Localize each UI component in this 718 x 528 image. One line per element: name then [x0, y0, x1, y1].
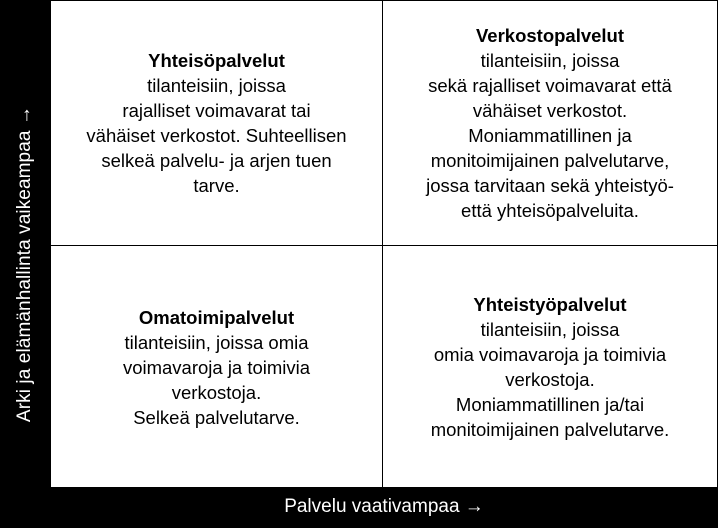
quadrant-yhteistyopalvelut: [383, 246, 717, 488]
x-axis-label-text: Palvelu vaativampaa: [284, 496, 460, 517]
x-axis-bar: [0, 487, 718, 528]
quadrant-text-line: tarve.: [193, 175, 240, 196]
quadrant-omatoimipalvelut: [51, 246, 382, 488]
quadrant-text-line: tilanteisiin, joissa: [147, 75, 286, 96]
quadrant-text-line: tilanteisiin, joissa: [480, 319, 620, 340]
quadrant-text-line: selkeä palvelu- ja arjen tuen: [101, 150, 332, 171]
quadrant-text-line: jossa tarvitaan sekä yhteistyö-: [426, 175, 674, 196]
quadrant-text-line: verkostoja.: [171, 381, 262, 403]
quadrant-text-line: vähäiset verkostot.: [472, 100, 628, 121]
x-axis-label: [284, 496, 484, 518]
quadrant-text-line: tilanteisiin, joissa: [480, 50, 620, 71]
quadrant-text-line: tilanteisiin, joissa omia: [124, 331, 309, 353]
y-axis-label: [14, 106, 36, 422]
quadrant-text-line: Selkeä palvelutarve.: [133, 406, 300, 428]
quadrant-text-line: Moniammatillinen ja/tai: [455, 394, 645, 415]
quadrant-title: Omatoimipalvelut: [138, 306, 295, 328]
quadrant-yhteisopalvelut: [51, 1, 382, 245]
quadrant-text-line: Moniammatillinen ja: [468, 125, 632, 146]
quadrant-title: Yhteisöpalvelut: [148, 50, 285, 71]
y-axis-label-text: Arki ja elämänhallinta vaikeampaa: [14, 130, 35, 423]
quadrant-verkostopalvelut: [383, 1, 717, 245]
arrow-up-icon: →: [14, 105, 35, 126]
arrow-right-icon: →: [464, 496, 484, 517]
quadrant-text-line: sekä rajalliset voimavarat että: [428, 75, 672, 96]
quadrant-text-line: omia voimavaroja ja toimivia: [433, 344, 667, 365]
quadrant-text-line: vähäiset verkostot. Suhteellisen: [86, 125, 347, 146]
quadrant-text-line: voimavaroja ja toimivia: [122, 356, 311, 378]
quadrant-text-line: monitoimijainen palvelutarve,: [430, 150, 670, 171]
quadrant-text-line: että yhteisöpalveluita.: [461, 200, 639, 221]
quadrant-text-line: rajalliset voimavarat tai: [122, 100, 311, 121]
y-axis-bar: [0, 0, 51, 528]
quadrant-text-line: monitoimijainen palvelutarve.: [430, 419, 670, 440]
quadrant-title: Verkostopalvelut: [475, 25, 625, 46]
quadrant-grid: [51, 0, 718, 487]
quadrant-text-line: verkostoja.: [505, 369, 595, 390]
quadrant-title: Yhteistyöpalvelut: [473, 294, 627, 315]
